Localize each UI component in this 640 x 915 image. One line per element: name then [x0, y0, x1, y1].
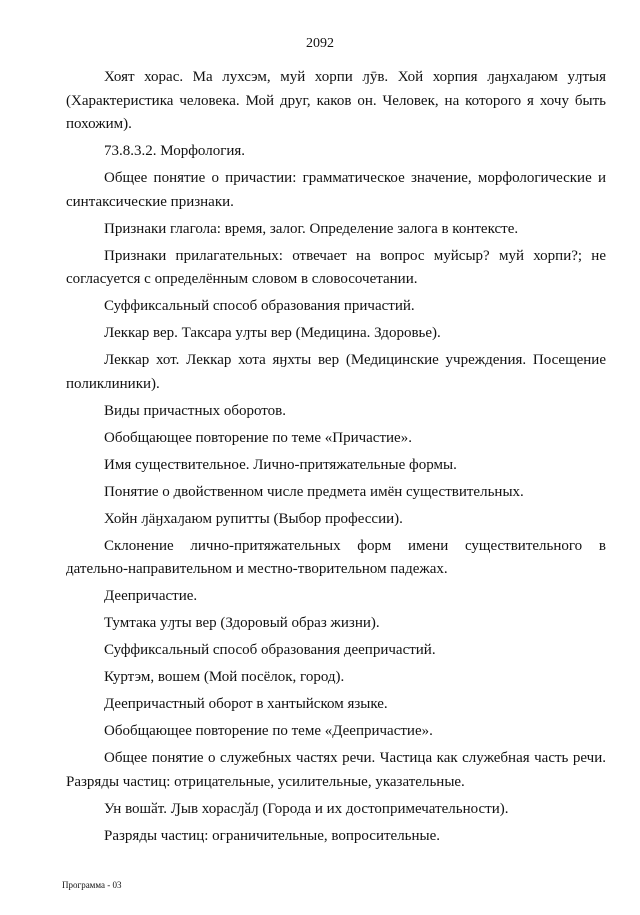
paragraph-gerund: Деепричастие. — [104, 588, 198, 604]
paragraph-gerund-phrase: Деепричастный оборот в хантыйском языке. — [104, 696, 388, 712]
paragraph-participle-concept: Общее понятие о причастии: грамматическое значение, морфологические и синтаксические признаки. — [66, 170, 606, 210]
paragraph-profession: Хойн ԓӓӈхаԓаюм рупитты (Выбор профессии). — [104, 510, 403, 527]
paragraph-characteristic: Хоят хорас. Ма лухсэм, муй хорпи ԓӯв. Хой хорпия ԓаӈхаԓаюм уԓтыя (Характеристика человека. Мой друг, каков он. Человек, на которого я хочу быть похожим). — [66, 69, 606, 132]
paragraph-healthy-lifestyle: Тумтака уԓты вер (Здоровый образ жизни). — [104, 615, 380, 631]
paragraph-medical-institutions: Леккар хот. Леккар хота яӈхты вер (Медицинские учреждения. Посещение поликлиники). — [66, 352, 606, 392]
paragraph-review-participle: Обобщающее повторение по теме «Причастие». — [104, 429, 412, 446]
paragraph-suffix-participles: Суффиксальный способ образования причастий. — [104, 298, 415, 314]
paragraph-participial-phrases: Виды причастных оборотов. — [104, 402, 286, 419]
page-number: 2092 — [306, 36, 334, 51]
paragraph-medicine: Леккар вер. Таксара уԓты вер (Медицина. Здоровье). — [104, 325, 441, 341]
section-heading-morphology: 73.8.3.2. Морфология. — [104, 143, 246, 159]
paragraph-dual-number: Понятие о двойственном числе предмета имён существительных. — [104, 483, 524, 500]
paragraph-suffix-gerunds: Суффиксальный способ образования деепричастий. — [104, 642, 436, 658]
paragraph-adjective-features: Признаки прилагательных: отвечает на вопрос муйсыр? муй хорпи?; не согласуется с определённым словом в словосочетании. — [66, 247, 606, 287]
paragraph-cities-sights: Ун вошӑт. Ԓыв хорасԓӑԓ (Города и их достопримечательности). — [104, 800, 509, 817]
paragraph-particles: Общее понятие о служебных частях речи. Частица как служебная часть речи. Разряды частиц: отрицательные, усилительные, указательные. — [66, 750, 606, 790]
paragraph-verb-features: Признаки глагола: время, залог. Определение залога в контексте. — [104, 220, 519, 237]
paragraph-noun-forms: Имя существительное. Лично-притяжательные формы. — [104, 456, 457, 473]
paragraph-particle-types: Разряды частиц: ограничительные, вопросительные. — [104, 827, 441, 844]
paragraph-declension: Склонение лично-притяжательных форм имени существительного в дательно-направительном и местно-творительном падежах. — [66, 537, 606, 577]
footer-program-label: Программа - 03 — [62, 880, 122, 890]
paragraph-village-city: Куртэм, вошем (Мой посёлок, город). — [104, 669, 345, 685]
body-text — [66, 66, 606, 852]
paragraph-review-gerund: Обобщающее повторение по теме «Деепричастие». — [104, 723, 433, 739]
